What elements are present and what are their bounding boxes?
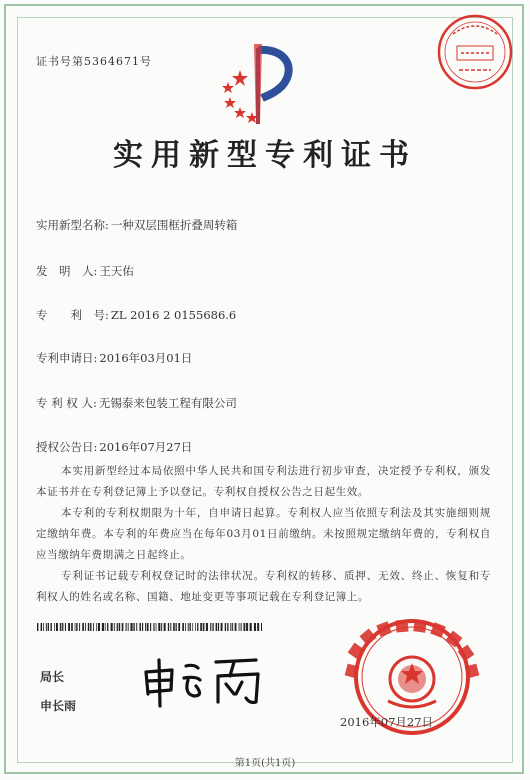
patentee-value: 无锡泰来包装工程有限公司 xyxy=(98,396,237,410)
handwritten-signature xyxy=(138,650,273,710)
grant-date-label: 授权公告日: xyxy=(36,440,98,454)
page-footer: 第1页(共1页) xyxy=(234,758,296,769)
utility-model-name-label: 实用新型名称: xyxy=(36,218,109,232)
patent-office-logo-icon xyxy=(210,40,305,125)
patent-number-row xyxy=(36,307,236,323)
utility-model-name-row xyxy=(36,217,237,233)
patentee-label: 专 利 权 人: xyxy=(36,396,97,410)
certificate-title: 实用新型专利证书 xyxy=(113,138,417,173)
utility-model-name-value: 一种双层围框折叠周转箱 xyxy=(110,218,238,232)
grant-date-row xyxy=(36,439,192,455)
patentee-row xyxy=(36,395,237,411)
signatory-role: 局长 xyxy=(40,670,65,684)
patent-number-value: ZL 2016 2 0155686.6 xyxy=(110,308,237,322)
body-paragraph: 专利证书记载专利权登记时的法律状况。专利权的转移、质押、无效、终止、恢复和专利权人的姓名或名称、国籍、地址变更等事项记载在专利登记簿上。 xyxy=(36,570,491,603)
grant-date-value: 2016年07月27日 xyxy=(99,440,193,454)
patent-number-label: 专 利 号: xyxy=(36,308,109,322)
body-paragraph: 本专利的专利权期限为十年，自申请日起算。专利权人应当依照专利法及其实施细则规定缴纳年费。本专利的年费应当在每年03月01日前缴纳。未按照规定缴纳年费的，专利权自应当缴纳年费期满之日起终止。 xyxy=(36,507,491,561)
inventor-value: 王天佑 xyxy=(99,264,134,278)
inventor-row xyxy=(36,263,134,279)
filing-date-label: 专利申请日: xyxy=(36,351,98,365)
signatory-name: 申长雨 xyxy=(40,699,77,713)
seal-date: 2016年07月27日 xyxy=(340,715,434,729)
inventor-label: 发 明 人: xyxy=(36,264,98,278)
filing-date-row xyxy=(36,350,192,366)
certificate-number: 证书号第5364671号 xyxy=(36,55,152,68)
barcode-icon xyxy=(37,623,262,631)
filing-date-value: 2016年03月01日 xyxy=(99,351,193,365)
body-paragraph: 本实用新型经过本局依照中华人民共和国专利法进行初步审查，决定授予专利权，颁发本证书并在专利登记簿上予以登记。专利权自授权公告之日起生效。 xyxy=(36,465,491,498)
agency-seal-icon xyxy=(435,12,515,92)
